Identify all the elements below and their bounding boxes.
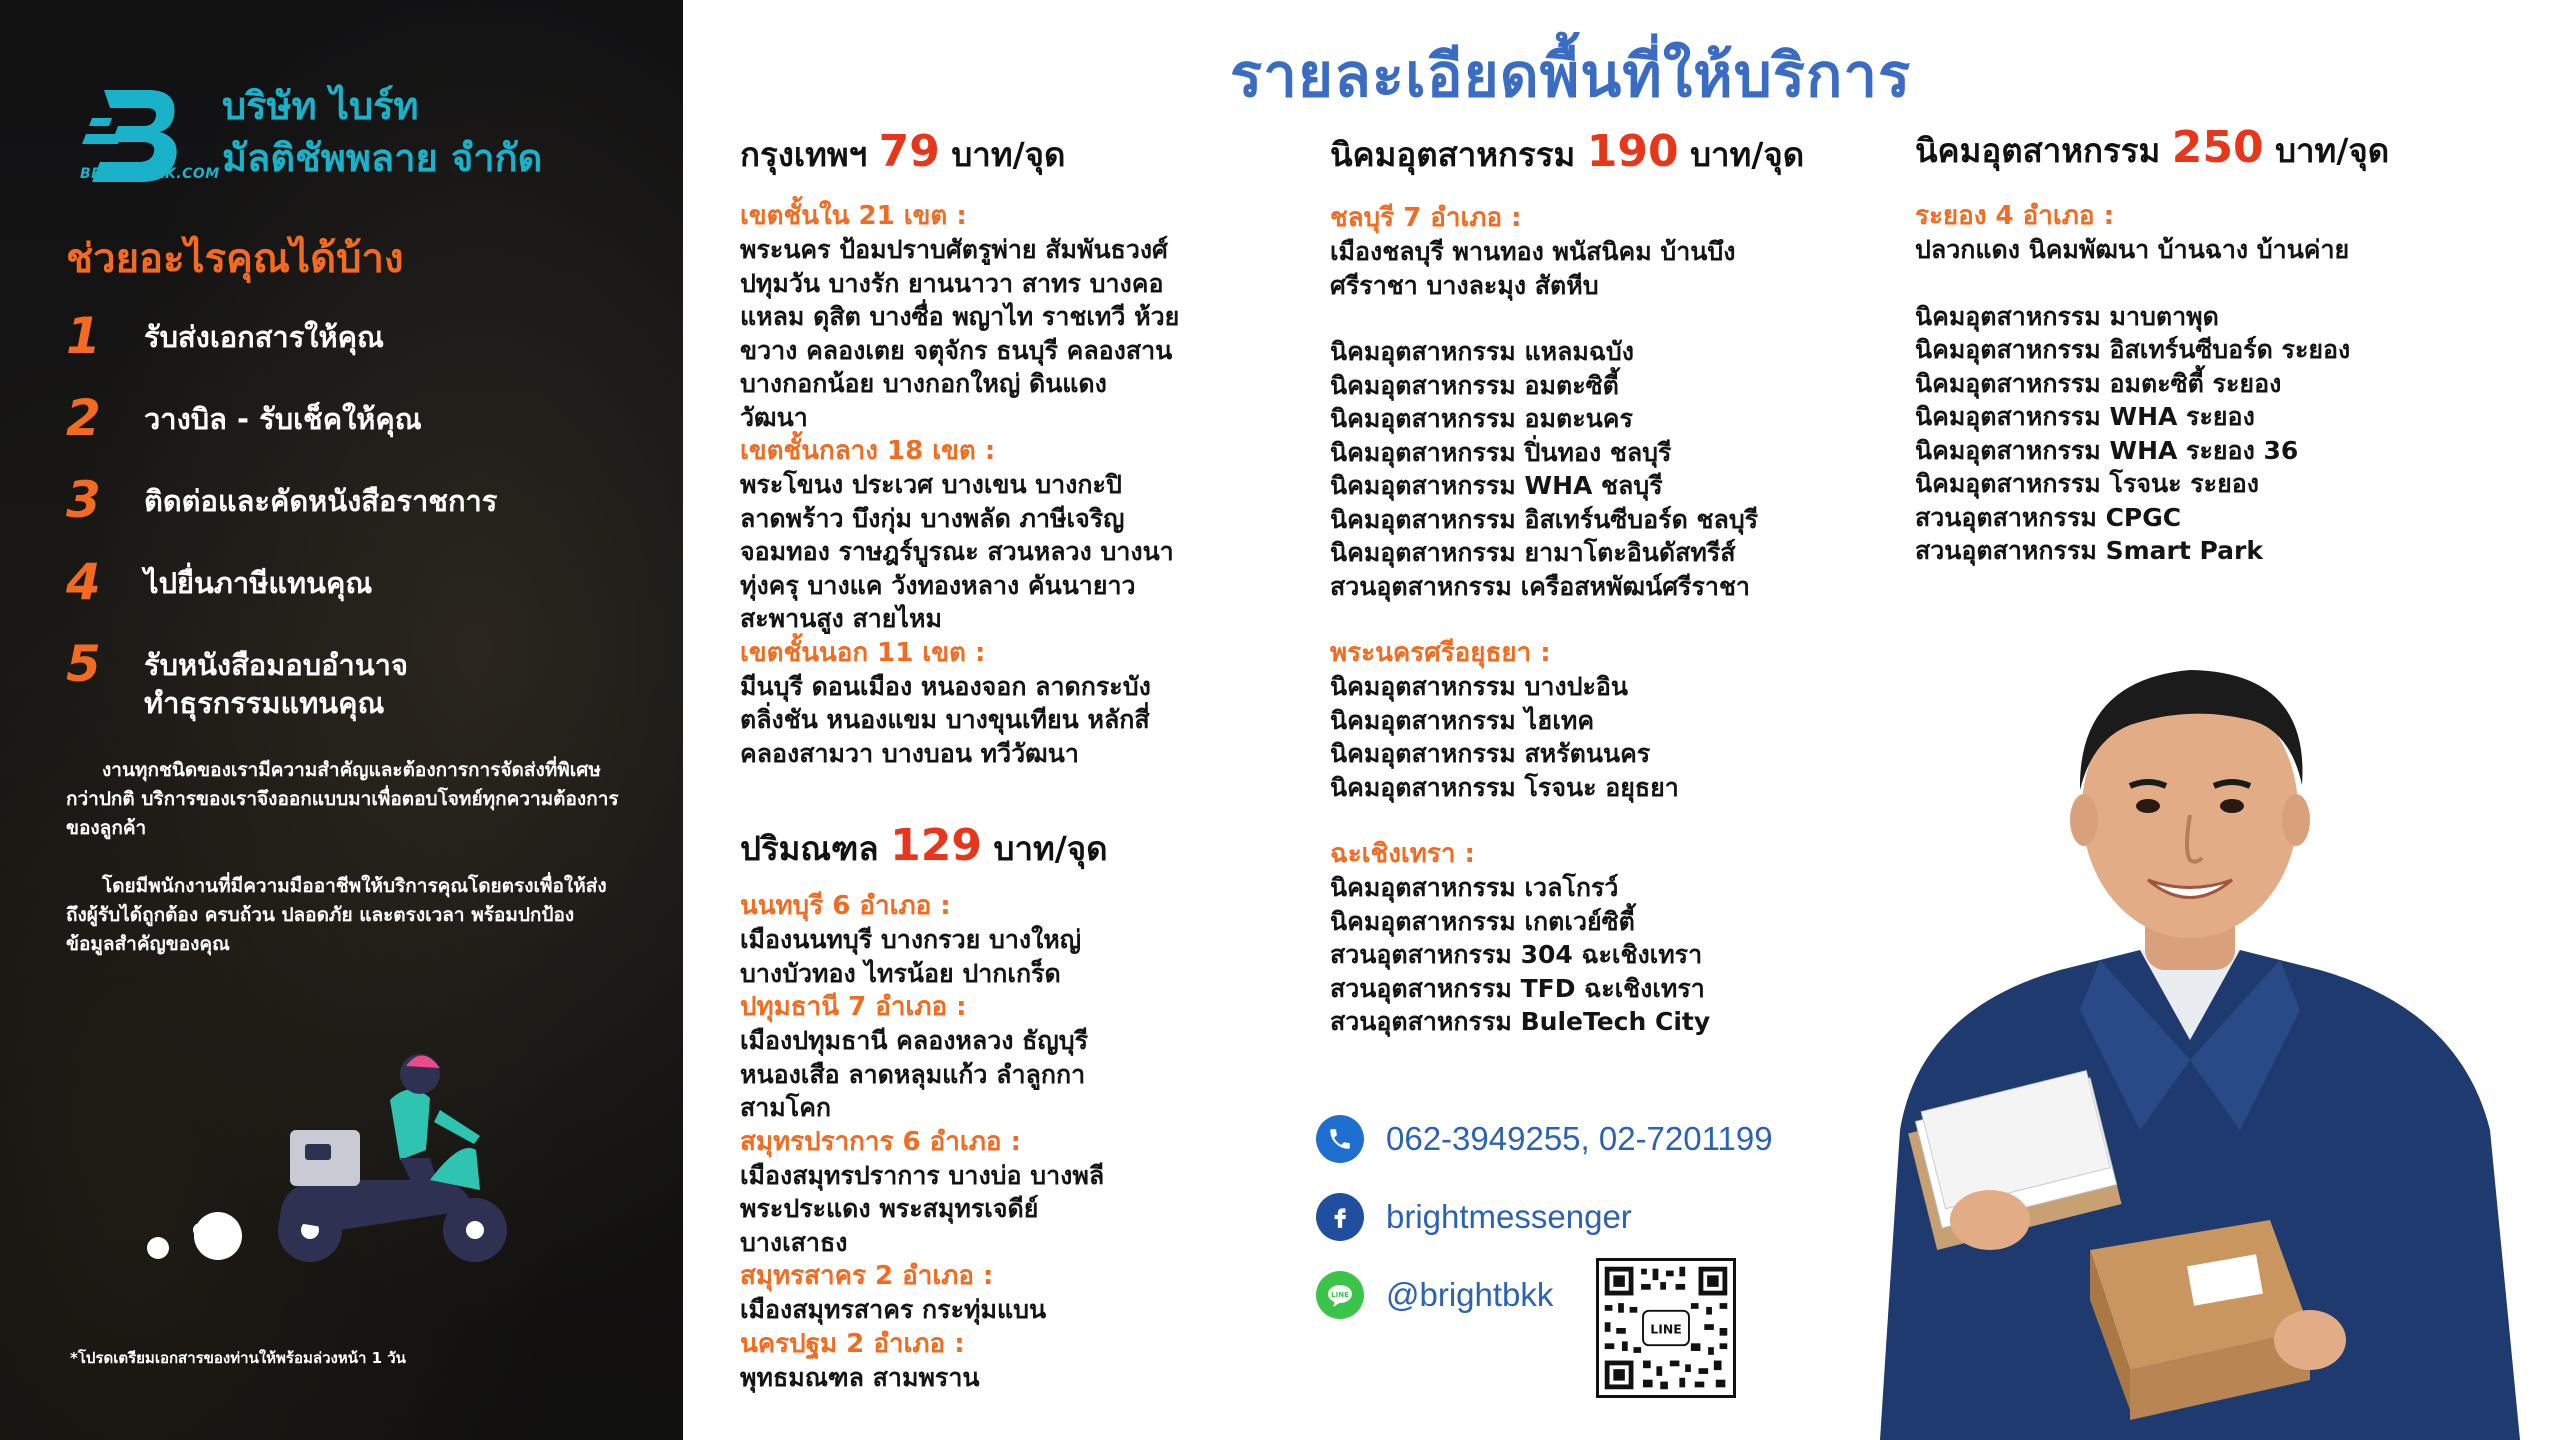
zone-line: นิคมอุตสาหกรรม ไฮเทค xyxy=(1330,705,1595,735)
zone-line: บางบัวทอง ไทรน้อย ปากเกร็ด xyxy=(740,958,1061,988)
bangkok-heading xyxy=(740,126,1260,181)
zone-line: นิคมอุตสาหกรรม สหรัตนนคร xyxy=(1330,739,1651,768)
service-label: ติดต่อและคัดหนังสือราชการ xyxy=(144,484,498,518)
zone-line: พระนคร ป้อมปราบศัตรูพ่าย สัมพันธวงศ์ xyxy=(740,235,1168,264)
zone-line: จอมทอง ราษฎร์บูรณะ สวนหลวง บางนา xyxy=(740,537,1174,566)
service-item xyxy=(66,307,646,392)
services-list xyxy=(66,307,646,748)
description-paragraph-2: โดยมีพนักงานที่มีความมืออาชีพให้บริการคุณโดยตรงเพื่อให้ส่งถึงผู้รับได้ถูกต้อง ครบถ้วน ปลอดภัย และตรงเวลา พร้อมปกป้องข้อมูลสำคัญของคุณ xyxy=(66,875,607,955)
qr-label: LINE xyxy=(1650,1321,1682,1337)
service-item xyxy=(66,389,646,474)
zone-line: นิคมอุตสาหกรรม WHA ระยอง 36 xyxy=(1915,435,2299,465)
zone-line: ทุ่งครุ บางแค วังทองหลาง คันนายาว xyxy=(740,570,1136,600)
industrial-190-column xyxy=(1330,126,1850,1039)
zone-line: นิคมอุตสาหกรรม อมตะซิตี้ xyxy=(1330,370,1619,400)
zone-line: มีนบุรี ดอนเมือง หนองจอก ลาดกระบัง xyxy=(740,671,1151,701)
price-unit: บาท/จุด xyxy=(1678,135,1805,174)
service-label: วางบิล - รับเช็คให้คุณ xyxy=(144,402,422,436)
service-label: ไปยื่นภาษีแทนคุณ xyxy=(144,566,373,600)
zone-line: นิคมอุตสาหกรรม เกตเวย์ซิตี้ xyxy=(1330,906,1635,936)
zone-line: พุทธมณฑล สามพราน xyxy=(740,1362,980,1392)
zone-line: ตลิ่งชัน หนองแขม บางขุนเทียน หลักสี่ xyxy=(740,705,1150,734)
zone-line: พระโขนง ประเวศ บางเขน บางกะปิ xyxy=(740,470,1122,499)
zone-line: เมืองชลบุรี พานทอง พนัสนิคม บ้านบึง xyxy=(1330,237,1736,266)
zone-title: ระยอง 4 อำเภอ : xyxy=(1915,201,2114,231)
zone-line: ปทุมวัน บางรัก ยานนาวา สาทร บางคอ xyxy=(740,268,1164,298)
zone-line: บางกอกน้อย บางกอกใหญ่ ดินแดง xyxy=(740,369,1107,398)
zone-line: เมืองสมุทรสาคร กระทุ่มแบน xyxy=(740,1295,1047,1324)
zone-line: สวนอุตสาหกรรม CPGC xyxy=(1915,502,2182,532)
zone-line: แหลม ดุสิต บางซื่อ พญาไท ราชเทวี ห้วย xyxy=(740,302,1180,331)
zone-line: สวนอุตสาหกรรม 304 ฉะเชิงเทรา xyxy=(1330,940,1703,969)
zone-line: เมืองนนทบุรี บางกรวย บางใหญ่ xyxy=(740,925,1082,954)
zone-line: ลาดพร้าว บึงกุ่ม บางพลัด ภาษีเจริญ xyxy=(740,503,1125,533)
heading-label: ปริมณฑล xyxy=(740,829,891,868)
zone-line: สะพานสูง สายไหม xyxy=(740,604,942,633)
help-title: ช่วยอะไรคุณได้บ้าง xyxy=(66,236,404,282)
service-item xyxy=(66,553,646,638)
zone-line: นิคมอุตสาหกรรม ยามาโตะอินดัสทรีส์ xyxy=(1330,538,1736,567)
zone-title: นนทบุรี 6 อำเภอ : xyxy=(740,891,951,921)
phone-icon xyxy=(1316,1115,1364,1163)
service-number: 2 xyxy=(66,389,101,447)
service-item xyxy=(66,471,646,556)
zone-line: ขวาง คลองเตย จตุจักร ธนบุรี คลองสาน xyxy=(740,335,1173,365)
zone-line: นิคมอุตสาหกรรม โรจนะ ระยอง xyxy=(1915,469,2259,498)
industrial-250-column xyxy=(1915,122,2515,568)
brand-logo-text: BRIGHTBKK.COM xyxy=(80,166,220,182)
zone-line: นิคมอุตสาหกรรม WHA ชลบุรี xyxy=(1330,471,1663,500)
heading-label: นิคมอุตสาหกรรม xyxy=(1330,135,1587,174)
line-icon xyxy=(1316,1271,1364,1319)
left-panel xyxy=(0,0,683,1440)
facebook-row[interactable] xyxy=(1316,1178,1773,1256)
zone-line: เมืองปทุมธานี คลองหลวง ธัญบุรี xyxy=(740,1026,1089,1055)
zone-line: สามโคก xyxy=(740,1093,832,1122)
industrial-250-heading xyxy=(1915,122,2515,177)
zone-title: สมุทรสาคร 2 อำเภอ : xyxy=(740,1261,994,1291)
zone-line: นิคมอุตสาหกรรม WHA ระยอง xyxy=(1915,402,2255,431)
zone-line: วัฒนา xyxy=(740,402,808,432)
zone-line: นิคมอุตสาหกรรม มาบตาพุด xyxy=(1915,301,2219,331)
zone-line: นิคมอุตสาหกรรม บางปะอิน xyxy=(1330,672,1629,701)
svg-text:LINE: LINE xyxy=(1331,1291,1349,1299)
zone-title: ชลบุรี 7 อำเภอ : xyxy=(1330,203,1522,233)
zone-title: นครปฐม 2 อำเภอ : xyxy=(740,1328,965,1359)
facebook-name[interactable]: brightmessenger xyxy=(1386,1198,1632,1235)
zone-line: นิคมอุตสาหกรรม อิสเทร์นซีบอร์ด ระยอง xyxy=(1915,335,2351,364)
zone-line: สวนอุตสาหกรรม BuleTech City xyxy=(1330,1007,1711,1036)
zone-title: เขตชั้นใน 21 เขต : xyxy=(740,201,967,231)
zone-title: พระนครศรีอยุธยา : xyxy=(1330,638,1551,668)
zone-title: เขตชั้นนอก 11 เขต : xyxy=(740,637,986,668)
zone-line: สวนอุตสาหกรรม Smart Park xyxy=(1915,536,2263,565)
courier-person-illustration xyxy=(1840,610,2540,1440)
phone-row[interactable] xyxy=(1316,1100,1773,1178)
zone-line: เมืองสมุทรปราการ บางบ่อ บางพลี xyxy=(740,1160,1105,1190)
facebook-icon xyxy=(1316,1193,1364,1241)
page-title: รายละเอียดพื้นที่ให้บริการ xyxy=(1230,41,1912,111)
zone-line: สวนอุตสาหกรรม TFD ฉะเชิงเทรา xyxy=(1330,973,1705,1003)
service-label: รับหนังสือมอบอำนาจ ทำธุรกรรมแทนคุณ xyxy=(144,648,408,720)
bangkok-column xyxy=(740,126,1260,1394)
zone-line: หนองเสือ ลาดหลุมแก้ว ลำลูกกา xyxy=(740,1059,1086,1089)
perimeter-heading xyxy=(740,820,1260,875)
price-value: 190 xyxy=(1586,126,1679,177)
zone-line: พระประแดง พระสมุทรเจดีย์ xyxy=(740,1194,1039,1223)
zone-line: นิคมอุตสาหกรรม โรจนะ อยุธยา xyxy=(1330,772,1679,802)
zone-line: นิคมอุตสาหกรรม แหลมฉบัง xyxy=(1330,337,1634,366)
phone-numbers[interactable]: 062-3949255, 02-7201199 xyxy=(1386,1120,1773,1157)
heading-label: กรุงเทพฯ xyxy=(740,135,879,174)
service-item xyxy=(66,635,646,748)
zone-title: เขตชั้นกลาง 18 เขต : xyxy=(740,436,996,466)
service-number: 3 xyxy=(66,471,101,529)
price-value: 250 xyxy=(2171,122,2264,173)
price-unit: บาท/จุด xyxy=(982,829,1108,868)
price-value: 79 xyxy=(878,126,940,177)
service-number: 5 xyxy=(66,635,101,693)
zone-title: ปทุมธานี 7 อำเภอ : xyxy=(740,992,967,1022)
industrial-190-heading xyxy=(1330,126,1850,181)
heading-label: นิคมอุตสาหกรรม xyxy=(1915,131,2172,170)
footnote: *โปรดเตรียมเอกสารของท่านให้พร้อมล่วงหน้า 1 วัน xyxy=(70,1349,406,1367)
service-label: รับส่งเอกสารให้คุณ xyxy=(144,320,384,354)
company-name xyxy=(222,80,542,184)
description-paragraph-1: งานทุกชนิดของเรามีความสำคัญและต้องการการจัดส่งที่พิเศษกว่าปกติ บริการของเราจึงออกแบบมาเพื่อตอบโจทย์ทุกความต้องการของลูกค้า xyxy=(66,759,619,839)
price-value: 129 xyxy=(890,820,983,871)
zone-line: นิคมอุตสาหกรรม ปิ่นทอง ชลบุรี xyxy=(1330,437,1672,467)
delivery-scooter-icon xyxy=(130,1040,510,1270)
price-unit: บาท/จุด xyxy=(939,135,1066,174)
zone-line: ศรีราชา บางละมุง สัตหีบ xyxy=(1330,270,1599,300)
zone-line: นิคมอุตสาหกรรม อิสเทร์นซีบอร์ด ชลบุรี xyxy=(1330,504,1759,534)
service-number: 1 xyxy=(66,307,101,365)
price-unit: บาท/จุด xyxy=(2263,131,2390,170)
company-line-1: บริษัท ไบร์ท xyxy=(222,84,419,128)
zone-line: บางเสาธง xyxy=(740,1227,848,1257)
service-number: 4 xyxy=(66,553,101,611)
line-qr-code-icon[interactable] xyxy=(1596,1258,1736,1398)
zone-title: ฉะเชิงเทรา : xyxy=(1330,839,1475,869)
line-id[interactable]: @brightbkk xyxy=(1386,1276,1554,1313)
company-line-2: มัลติชัพพลาย จำกัด xyxy=(222,136,543,180)
zone-line: นิคมอุตสาหกรรม อมตะซิตี้ ระยอง xyxy=(1915,368,2282,398)
zone-line: นิคมอุตสาหกรรม เวลโกรว์ xyxy=(1330,873,1619,902)
zone-line: นิคมอุตสาหกรรม อมตะนคร xyxy=(1330,404,1633,433)
zone-line: ปลวกแดง นิคมพัฒนา บ้านฉาง บ้านค่าย xyxy=(1915,235,2350,264)
zone-title: สมุทรปราการ 6 อำเภอ : xyxy=(740,1126,1021,1157)
zone-line: สวนอุตสาหกรรม เครือสหพัฒน์ศรีราชา xyxy=(1330,571,1750,601)
zone-line: คลองสามวา บางบอน ทวีวัฒนา xyxy=(740,738,1079,768)
